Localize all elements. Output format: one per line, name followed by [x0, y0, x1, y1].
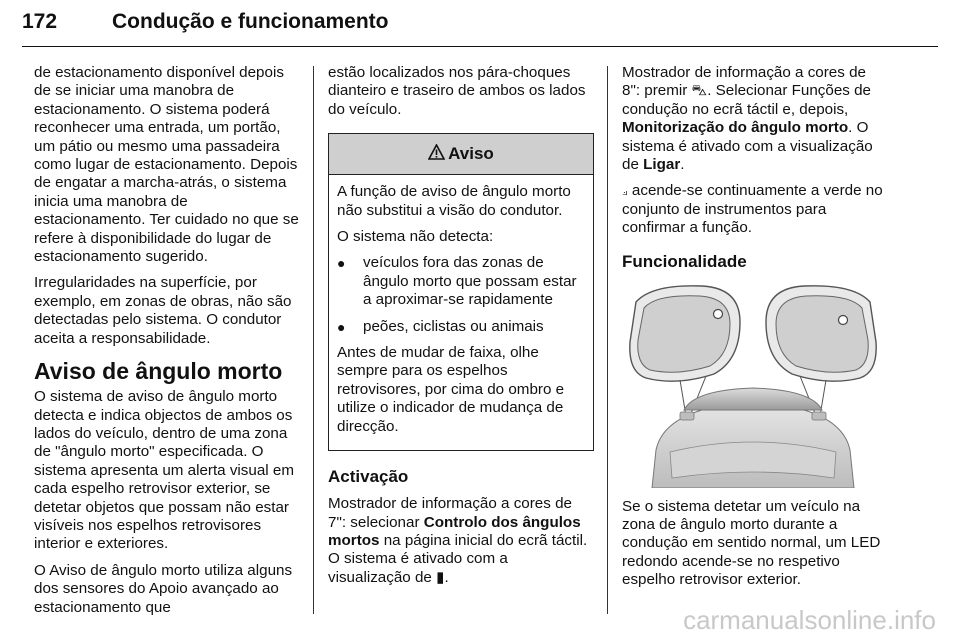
subsection-heading: Funcionalidade — [622, 251, 747, 271]
paragraph: O sistema não detecta: — [337, 228, 494, 246]
paragraph: estão localizados nos pára-choques dianteiro e traseiro de ambos os lados do veículo. — [328, 64, 586, 118]
page-title: Condução e funcionamento — [112, 10, 389, 33]
column-divider — [313, 66, 314, 614]
paragraph — [328, 495, 594, 587]
warning-triangle-icon — [428, 144, 445, 164]
menu-name: Monitorização do ângulo morto — [622, 119, 849, 137]
paragraph: Se o sistema detetar um veículo na zona de ângulo morto durante a condução em sentido normal, um LED redondo acende-se no respetivo espelho retrovisor exterior. — [622, 497, 881, 589]
paragraph — [622, 182, 888, 237]
section-heading: Aviso de ângulo morto — [34, 358, 283, 385]
column-2 — [328, 64, 594, 595]
column-3 — [622, 64, 888, 598]
paragraph: O Aviso de ângulo morto utiliza alguns dos sensores do Apoio avançado ao estacionamento que — [34, 561, 293, 616]
list-item — [337, 318, 585, 336]
header-rule — [22, 46, 938, 47]
column-divider — [607, 66, 608, 614]
list-item-text: peões, ciclistas ou animais — [363, 317, 544, 335]
watermark: carmanualsonline.info — [683, 605, 936, 635]
bullet-icon: ● — [337, 255, 346, 272]
paragraph: Irregularidades na superfície, por exemplo, em zonas de obras, não são detectadas pelo sistema. O condutor aceita a responsabilidade. — [34, 274, 292, 347]
text: . Selecionar Funções de condução no ecrã táctil e, depois, — [622, 82, 871, 118]
text: . — [444, 568, 449, 586]
menu-name: Controlo dos ângulos mortos — [328, 513, 581, 549]
warning-title: Aviso — [448, 144, 494, 164]
setting-value: Ligar — [643, 156, 681, 174]
blind-spot-control-icon: ⟓ — [622, 184, 628, 199]
paragraph: A função de aviso de ângulo morto não substitui a visão do condutor. — [337, 183, 571, 219]
text: . — [680, 156, 685, 174]
text: Mostrador de informação a cores de 7": selecionar — [328, 495, 572, 531]
warning-header — [329, 134, 593, 175]
blind-spot-indicator-icon: ▮ — [436, 568, 445, 586]
side-mirrors-illustration — [622, 282, 884, 488]
car-icon: ⛍ — [691, 82, 708, 100]
warning-body — [329, 175, 593, 450]
text: acende-se continuamente a verde no conjunto de instrumentos para confirmar a função. — [622, 182, 883, 237]
paragraph — [622, 64, 888, 174]
warning-box — [328, 133, 594, 451]
list-item-text: veículos fora das zonas de ângulo morto que possam estar a aproximar-se rapidamente — [363, 254, 577, 309]
text: Mostrador de informação a cores de 8": premir — [622, 64, 866, 100]
paragraph: Antes de mudar de faixa, olhe sempre para os espelhos retrovisores, por cima do ombro e utilize o indicador de mudança de direcção. — [337, 344, 565, 435]
column-1 — [34, 64, 300, 625]
text: na página inicial do ecrã táctil. O sistema é ativado com a visualização de — [328, 531, 588, 586]
paragraph: O sistema de aviso de ângulo morto detecta e indica objectos de ambos os lados do veículo, dentro de uma zona de "ângulo morto" especificada. O sistema apresenta um alerta visual em cada espelho retrovisor exterior, se detetar objetos que possam não estar visíveis nos espelhos retrovisores interior e exteriores. — [34, 388, 294, 553]
page-number: 172 — [22, 10, 58, 33]
list-item — [337, 254, 585, 309]
text: . O sistema é ativado com a visualização de — [622, 119, 873, 174]
paragraph: de estacionamento disponível depois de se iniciar uma manobra de estacionamento. O sistema poderá reconhecer uma entrada, um portão, um pátio ou mesmo uma passadeira como lugar de estacionamento. Depois de engatar a marcha-atrás, o sistema inicia uma manobra de estacionamento. Ter cuidado no que se refere à disponibilidade do lugar de estacionamento sugerido. — [34, 64, 299, 266]
bullet-icon: ● — [337, 318, 346, 335]
subsection-heading: Activação — [328, 467, 409, 487]
